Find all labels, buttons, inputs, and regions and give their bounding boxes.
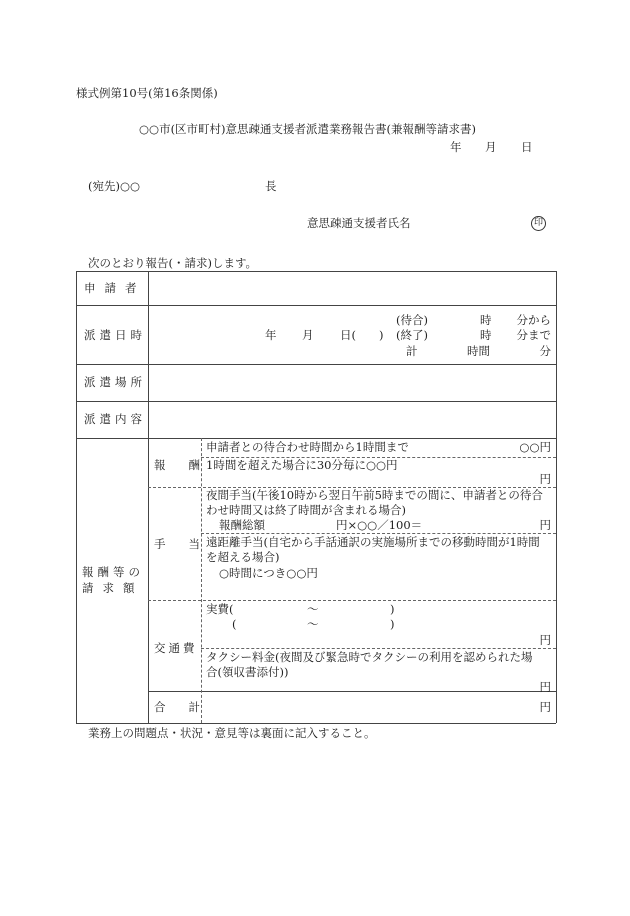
- distance-allowance-1: 遠距離手当(自宅から手話通訳の実施場所までの移動時間が1時間: [206, 535, 540, 549]
- dt-day: 日( ): [340, 328, 384, 342]
- fee-line2: 1時間を超えた場合に30分毎に○○円: [206, 458, 398, 472]
- dt-year: 年: [265, 328, 277, 342]
- taxi-1: タクシー料金(夜間及び緊急時でタクシーの利用を認められた場: [206, 650, 533, 664]
- fee-yen: 円: [539, 472, 551, 486]
- intro-text: 次のとおり報告(・請求)します。: [88, 256, 258, 270]
- actual-close-1: ): [390, 602, 395, 616]
- night-allowance-1: 夜間手当(午後10時から翌日午前5時までの間に、申請者との待合: [206, 488, 543, 502]
- taxi-yen: 円: [539, 680, 551, 694]
- dt-total-hours: 時間: [467, 344, 490, 358]
- fee-line1-amount: ○○円: [519, 440, 551, 454]
- actual-open-2: (: [232, 617, 237, 631]
- label-dispatch-content: 派遣内容: [84, 412, 146, 426]
- actual-tilde-1: ～: [307, 602, 319, 616]
- dt-end-min: 分まで: [516, 328, 551, 342]
- form-number: 様式例第10号(第16条関係): [76, 86, 218, 100]
- label-dispatch-place: 派遣場所: [84, 375, 146, 389]
- dispatch-place-field[interactable]: [150, 366, 554, 399]
- date-month: 月: [485, 140, 497, 154]
- date-day: 日: [521, 140, 533, 154]
- dt-start-hour: 時: [480, 313, 492, 327]
- supporter-name-label: 意思疎通支援者氏名: [307, 216, 411, 230]
- dt-total-min: 分: [539, 344, 551, 358]
- night-calc-label: 報酬総額: [219, 518, 265, 532]
- label-claim-1: 報酬等の: [82, 565, 144, 579]
- night-yen: 円: [539, 518, 551, 532]
- actual-yen: 円: [539, 633, 551, 647]
- distance-allowance-2: を超える場合): [206, 550, 280, 564]
- distance-allowance-3: ○時間につき○○円: [219, 566, 318, 580]
- addressee-suffix: 長: [265, 179, 277, 193]
- total-label: 合 計: [154, 700, 200, 714]
- transport-label: 交通費: [154, 641, 198, 655]
- actual-close-2: ): [390, 617, 395, 631]
- night-allowance-2: わせ時間又は終了時間が含まれる場合): [206, 503, 406, 517]
- dt-end-label: (終了): [396, 328, 428, 342]
- allowance-label: 手 当: [154, 537, 200, 551]
- label-claim-2: 請求額: [82, 581, 144, 595]
- dt-total-label: 計: [406, 344, 418, 358]
- night-calc: 円×○○／100＝: [336, 518, 423, 532]
- dispatch-content-field[interactable]: [150, 403, 554, 436]
- applicant-field[interactable]: [150, 273, 554, 303]
- dt-start-label: (待合): [396, 313, 428, 327]
- taxi-2: 合(領収書添付)): [206, 665, 289, 679]
- label-applicant: 申請者: [84, 281, 146, 295]
- actual-cost: 実費(: [206, 602, 234, 616]
- fee-label: 報 酬: [154, 458, 200, 472]
- dt-end-hour: 時: [480, 328, 492, 342]
- fee-line1: 申請者との待合わせ時間から1時間まで: [206, 440, 409, 454]
- total-yen: 円: [539, 700, 551, 714]
- actual-tilde-2: ～: [307, 617, 319, 631]
- addressee-prefix: (宛先)○○: [88, 179, 141, 193]
- dt-month: 月: [302, 328, 314, 342]
- footnote: 業務上の問題点・状況・意見等は裏面に記入すること。: [88, 726, 376, 740]
- seal-icon: 印: [531, 216, 546, 231]
- dt-start-min: 分から: [516, 313, 551, 327]
- label-dispatch-datetime: 派遣日時: [84, 328, 146, 342]
- document-title: ○○市(区市町村)意思疎通支援者派遣業務報告書(兼報酬等請求書): [139, 122, 477, 136]
- date-year: 年: [450, 140, 462, 154]
